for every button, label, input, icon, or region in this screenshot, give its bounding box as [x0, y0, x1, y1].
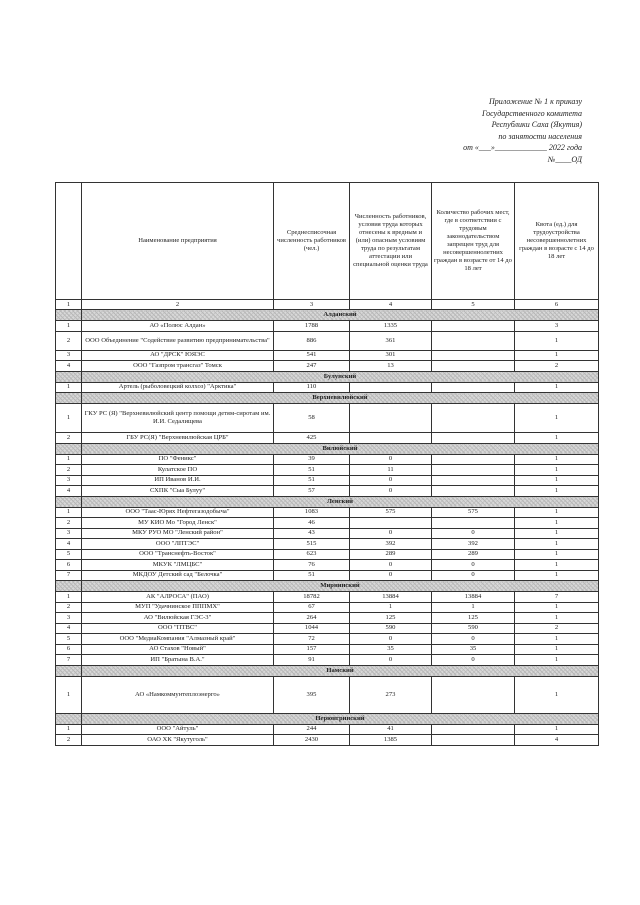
- harmful-conditions-count: [350, 404, 432, 433]
- district-spacer: [56, 713, 82, 724]
- harmful-conditions-count: 0: [350, 454, 432, 465]
- row-index: 7: [56, 655, 82, 666]
- company-name: ООО "Таас-Юрях Нефтегазодобыча": [82, 507, 274, 518]
- company-name: СХПК "Сыа Булуу": [82, 486, 274, 497]
- row-index: 1: [56, 454, 82, 465]
- prohibited-jobs-count: [432, 404, 515, 433]
- col-header-quota: Квота (ед.) для трудоустройства несовершеннолетних граждан в возрасте с 14 до 18 лет: [515, 183, 599, 300]
- col-header-harmful: Численность работников, условия труда которых отнесены к вредным и (или) опасным условиям труда по результатам аттестации или специальной оценки труда: [350, 183, 432, 300]
- header-line: Государственного комитета: [482, 108, 582, 118]
- table-row: [56, 539, 599, 550]
- prohibited-jobs-count: [432, 361, 515, 372]
- company-name: ООО "Транснефть-Восток": [82, 549, 274, 560]
- table-row: [56, 655, 599, 666]
- table-row: [56, 592, 599, 603]
- table-row: [56, 475, 599, 486]
- harmful-conditions-count: 273: [350, 676, 432, 713]
- row-index: 3: [56, 528, 82, 539]
- avg-headcount: 264: [274, 613, 350, 624]
- harmful-conditions-count: 575: [350, 507, 432, 518]
- quota-value: 1: [515, 331, 599, 350]
- avg-headcount: 110: [274, 382, 350, 393]
- row-index: 3: [56, 613, 82, 624]
- company-name: ИП "Братына В.А.": [82, 655, 274, 666]
- harmful-conditions-count: 0: [350, 634, 432, 645]
- avg-headcount: 244: [274, 724, 350, 735]
- company-name: ООО "Газпром трансгаз" Томск: [82, 361, 274, 372]
- prohibited-jobs-count: [432, 486, 515, 497]
- row-index: 1: [56, 676, 82, 713]
- harmful-conditions-count: 301: [350, 350, 432, 361]
- table-row: [56, 518, 599, 529]
- avg-headcount: 51: [274, 475, 350, 486]
- quota-value: 1: [515, 655, 599, 666]
- company-name: МУ КИО Мо "Город Ленск": [82, 518, 274, 529]
- company-name: Кулатское ПО: [82, 465, 274, 476]
- company-name: ООО "ПТВС": [82, 623, 274, 634]
- prohibited-jobs-count: 392: [432, 539, 515, 550]
- row-index: 2: [56, 735, 82, 746]
- avg-headcount: 76: [274, 560, 350, 571]
- quota-value: 1: [515, 475, 599, 486]
- district-row: [56, 496, 599, 507]
- company-name: МКУК "ЛМЦБС": [82, 560, 274, 571]
- table-row: [56, 433, 599, 444]
- col-number: 5: [432, 300, 515, 310]
- company-name: ПО "Феникс": [82, 454, 274, 465]
- col-number: 1: [56, 300, 82, 310]
- row-index: 1: [56, 382, 82, 393]
- company-name: ООО "ЛПТЭС": [82, 539, 274, 550]
- district-row: [56, 393, 599, 404]
- prohibited-jobs-count: 125: [432, 613, 515, 624]
- prohibited-jobs-count: 35: [432, 644, 515, 655]
- row-index: 6: [56, 560, 82, 571]
- table-row: [56, 361, 599, 372]
- table-row: [56, 570, 599, 581]
- avg-headcount: 515: [274, 539, 350, 550]
- table-row: [56, 613, 599, 624]
- district-name: Намский: [82, 665, 599, 676]
- harmful-conditions-count: 1: [350, 602, 432, 613]
- district-name: Булунский: [82, 371, 599, 382]
- district-spacer: [56, 496, 82, 507]
- avg-headcount: 91: [274, 655, 350, 666]
- header-line: №____ОД: [547, 154, 582, 164]
- order-header: [362, 96, 582, 166]
- avg-headcount: 247: [274, 361, 350, 372]
- harmful-conditions-count: [350, 382, 432, 393]
- quota-value: 2: [515, 623, 599, 634]
- company-name: ООО "Айтуль": [82, 724, 274, 735]
- prohibited-jobs-count: [432, 433, 515, 444]
- quota-value: 1: [515, 404, 599, 433]
- table-row: [56, 528, 599, 539]
- harmful-conditions-count: [350, 518, 432, 529]
- district-row: [56, 713, 599, 724]
- quota-value: 3: [515, 321, 599, 332]
- quota-value: 1: [515, 507, 599, 518]
- row-index: 4: [56, 539, 82, 550]
- avg-headcount: 2430: [274, 735, 350, 746]
- row-index: 6: [56, 644, 82, 655]
- row-index: 2: [56, 602, 82, 613]
- harmful-conditions-count: 41: [350, 724, 432, 735]
- company-name: АО "Вилюйская ГЭС-3": [82, 613, 274, 624]
- harmful-conditions-count: 0: [350, 528, 432, 539]
- harmful-conditions-count: 392: [350, 539, 432, 550]
- col-header-avg: Среднесписочная численность работников (чел.): [274, 183, 350, 300]
- harmful-conditions-count: 0: [350, 655, 432, 666]
- harmful-conditions-count: 125: [350, 613, 432, 624]
- company-name: ООО Объединение "Содействие развитию предпринимательства": [82, 331, 274, 350]
- avg-headcount: 51: [274, 465, 350, 476]
- row-index: 4: [56, 486, 82, 497]
- prohibited-jobs-count: 289: [432, 549, 515, 560]
- district-spacer: [56, 393, 82, 404]
- district-name: Ленский: [82, 496, 599, 507]
- prohibited-jobs-count: [432, 382, 515, 393]
- company-name: АК "АЛРОСА" (ПАО): [82, 592, 274, 603]
- table-row: [56, 724, 599, 735]
- row-index: 1: [56, 404, 82, 433]
- col-header-index: [56, 183, 82, 300]
- quota-value: 4: [515, 735, 599, 746]
- row-index: 7: [56, 570, 82, 581]
- quota-value: 1: [515, 560, 599, 571]
- table-row: [56, 560, 599, 571]
- district-spacer: [56, 581, 82, 592]
- prohibited-jobs-count: 575: [432, 507, 515, 518]
- table-row: [56, 454, 599, 465]
- avg-headcount: 1083: [274, 507, 350, 518]
- district-row: [56, 310, 599, 321]
- harmful-conditions-count: 1335: [350, 321, 432, 332]
- prohibited-jobs-count: 0: [432, 528, 515, 539]
- company-name: АО Стахов "Новый": [82, 644, 274, 655]
- table-row: [56, 404, 599, 433]
- avg-headcount: 39: [274, 454, 350, 465]
- header-line: Республики Саха (Якутия): [491, 120, 582, 130]
- prohibited-jobs-count: [432, 465, 515, 476]
- avg-headcount: 1788: [274, 321, 350, 332]
- harmful-conditions-count: 289: [350, 549, 432, 560]
- harmful-conditions-count: 35: [350, 644, 432, 655]
- district-row: [56, 665, 599, 676]
- company-name: АО "ДРСК" ЮЯЭС: [82, 350, 274, 361]
- quota-value: 1: [515, 528, 599, 539]
- avg-headcount: 395: [274, 676, 350, 713]
- col-number: 2: [82, 300, 274, 310]
- company-name: МКДОУ Детский сад "Белочка": [82, 570, 274, 581]
- row-index: 4: [56, 623, 82, 634]
- harmful-conditions-count: 1385: [350, 735, 432, 746]
- avg-headcount: 623: [274, 549, 350, 560]
- prohibited-jobs-count: 1: [432, 602, 515, 613]
- district-row: [56, 371, 599, 382]
- avg-headcount: 72: [274, 634, 350, 645]
- district-spacer: [56, 443, 82, 454]
- quota-value: 1: [515, 676, 599, 713]
- quota-value: 1: [515, 613, 599, 624]
- harmful-conditions-count: 0: [350, 475, 432, 486]
- row-index: 1: [56, 724, 82, 735]
- harmful-conditions-count: 0: [350, 570, 432, 581]
- row-index: 2: [56, 465, 82, 476]
- col-number: 4: [350, 300, 432, 310]
- quota-value: 1: [515, 602, 599, 613]
- header-line: по занятости населения: [498, 131, 582, 141]
- quota-value: 1: [515, 634, 599, 645]
- company-name: ОАО ХК "Якутуголь": [82, 735, 274, 746]
- harmful-conditions-count: 13: [350, 361, 432, 372]
- col-number: 3: [274, 300, 350, 310]
- district-row: [56, 443, 599, 454]
- row-index: 4: [56, 361, 82, 372]
- prohibited-jobs-count: 13884: [432, 592, 515, 603]
- quota-value: 1: [515, 350, 599, 361]
- prohibited-jobs-count: [432, 321, 515, 332]
- row-index: 2: [56, 331, 82, 350]
- company-name: АО «Намкоммунтеплоэнерго»: [82, 676, 274, 713]
- quota-value: 1: [515, 644, 599, 655]
- district-row: [56, 581, 599, 592]
- prohibited-jobs-count: [432, 735, 515, 746]
- harmful-conditions-count: 11: [350, 465, 432, 476]
- avg-headcount: 425: [274, 433, 350, 444]
- row-index: 1: [56, 507, 82, 518]
- table-row: [56, 676, 599, 713]
- company-name: МУП "Удачнинское ПППМХ": [82, 602, 274, 613]
- avg-headcount: 46: [274, 518, 350, 529]
- district-name: Алданский: [82, 310, 599, 321]
- row-index: 2: [56, 433, 82, 444]
- prohibited-jobs-count: [432, 331, 515, 350]
- row-index: 2: [56, 518, 82, 529]
- prohibited-jobs-count: [432, 518, 515, 529]
- prohibited-jobs-count: [432, 475, 515, 486]
- avg-headcount: 1044: [274, 623, 350, 634]
- table-row: [56, 735, 599, 746]
- table-row: [56, 350, 599, 361]
- district-name: Мирнинский: [82, 581, 599, 592]
- quota-value: 1: [515, 454, 599, 465]
- harmful-conditions-count: 590: [350, 623, 432, 634]
- header-line: Приложение № 1 к приказу: [488, 97, 582, 106]
- table-row: [56, 321, 599, 332]
- table-row: [56, 382, 599, 393]
- table-row: [56, 331, 599, 350]
- avg-headcount: 57: [274, 486, 350, 497]
- table-row: [56, 465, 599, 476]
- prohibited-jobs-count: [432, 676, 515, 713]
- quota-value: 1: [515, 465, 599, 476]
- quota-value: 1: [515, 539, 599, 550]
- table-row: [56, 644, 599, 655]
- quota-value: 1: [515, 724, 599, 735]
- col-header-name: Наименование предприятия: [82, 183, 274, 300]
- harmful-conditions-count: 0: [350, 486, 432, 497]
- district-name: Нерюнгринский: [82, 713, 599, 724]
- district-name: Вилюйский: [82, 443, 599, 454]
- avg-headcount: 18782: [274, 592, 350, 603]
- company-name: ООО "МедиаКомпания "Алмазный край": [82, 634, 274, 645]
- avg-headcount: 58: [274, 404, 350, 433]
- quota-value: 2: [515, 361, 599, 372]
- company-name: АО «Полюс Алдан»: [82, 321, 274, 332]
- avg-headcount: 541: [274, 350, 350, 361]
- avg-headcount: 51: [274, 570, 350, 581]
- table-body: [56, 310, 599, 746]
- table-row: [56, 486, 599, 497]
- row-index: 5: [56, 549, 82, 560]
- header-line: от «___»_____________ 2022 года: [463, 143, 582, 153]
- company-name: ГБУ РС(Я) "Верхневилюйская ЦРБ": [82, 433, 274, 444]
- row-index: 5: [56, 634, 82, 645]
- table-row: [56, 602, 599, 613]
- harmful-conditions-count: 0: [350, 560, 432, 571]
- row-index: 3: [56, 350, 82, 361]
- quota-value: 1: [515, 486, 599, 497]
- col-number: 6: [515, 300, 599, 310]
- company-name: ИП Иванов И.И.: [82, 475, 274, 486]
- harmful-conditions-count: [350, 433, 432, 444]
- quota-table: [55, 182, 599, 746]
- prohibited-jobs-count: [432, 724, 515, 735]
- col-header-prohibited: Количество рабочих мест, где в соответствии с трудовым законодательством запрещен труд для несовершеннолетних граждан в возрасте от 14 до 18 лет: [432, 183, 515, 300]
- table-row: [56, 507, 599, 518]
- prohibited-jobs-count: 590: [432, 623, 515, 634]
- table-row: [56, 549, 599, 560]
- quota-value: 7: [515, 592, 599, 603]
- avg-headcount: 157: [274, 644, 350, 655]
- quota-value: 1: [515, 570, 599, 581]
- district-spacer: [56, 310, 82, 321]
- harmful-conditions-count: 13884: [350, 592, 432, 603]
- district-spacer: [56, 665, 82, 676]
- prohibited-jobs-count: 0: [432, 655, 515, 666]
- prohibited-jobs-count: 0: [432, 570, 515, 581]
- quota-value: 1: [515, 518, 599, 529]
- quota-value: 1: [515, 433, 599, 444]
- table-row: [56, 634, 599, 645]
- district-name: Верхневилюйский: [82, 393, 599, 404]
- avg-headcount: 43: [274, 528, 350, 539]
- prohibited-jobs-count: [432, 454, 515, 465]
- table-row: [56, 623, 599, 634]
- row-index: 1: [56, 321, 82, 332]
- row-index: 1: [56, 592, 82, 603]
- prohibited-jobs-count: 0: [432, 560, 515, 571]
- quota-value: 1: [515, 549, 599, 560]
- row-index: 3: [56, 475, 82, 486]
- prohibited-jobs-count: 0: [432, 634, 515, 645]
- company-name: ГКУ РС (Я) "Верхневилюйский центр помощи детям-сиротам им. И.И. Седалищева: [82, 404, 274, 433]
- company-name: МКУ РУО МО "Ленский район": [82, 528, 274, 539]
- avg-headcount: 886: [274, 331, 350, 350]
- avg-headcount: 67: [274, 602, 350, 613]
- quota-value: 1: [515, 382, 599, 393]
- prohibited-jobs-count: [432, 350, 515, 361]
- harmful-conditions-count: 361: [350, 331, 432, 350]
- company-name: Артель (рыболовецкий колхоз) "Арктика": [82, 382, 274, 393]
- district-spacer: [56, 371, 82, 382]
